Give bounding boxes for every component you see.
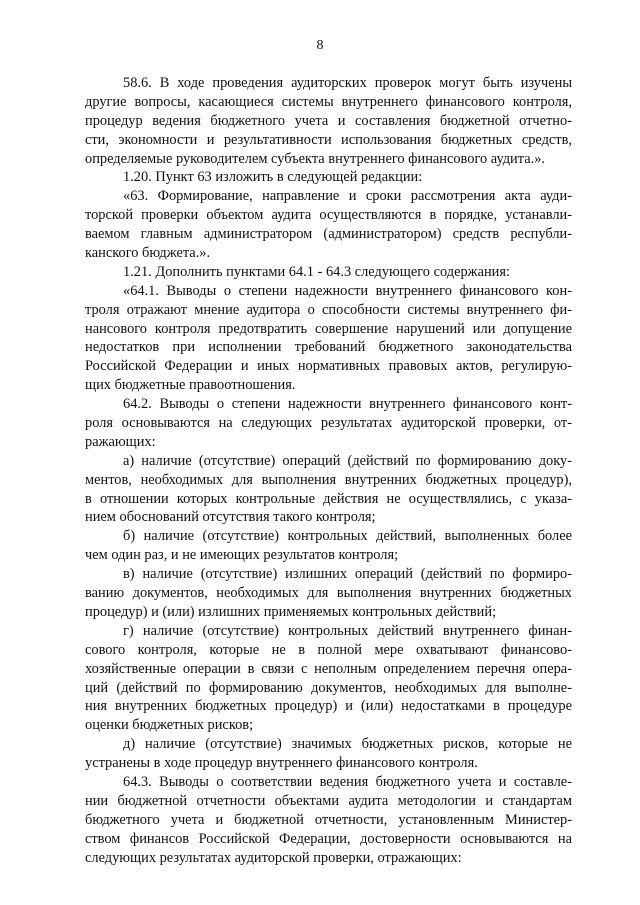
text-line: в) наличие (отсутствие) излишних операций (действий по формиро- — [123, 566, 572, 583]
text-line: ражающих: — [85, 433, 156, 450]
text-line: нии бюджетной отчетности объектами аудита методологии и стандартам — [85, 792, 572, 809]
text-line: роля основываются на следующих результатах аудиторской проверки, от- — [85, 415, 572, 432]
text-line: устранены в ходе процедур внутреннего финансового контроля. — [85, 755, 478, 772]
text-line: б) наличие (отсутствие) контрольных действий, выполненных более — [123, 528, 572, 545]
text-line: следующих результатах аудиторской проверки, отражающих: — [85, 849, 462, 866]
text-line: сти, экономности и результативности использования бюджетных средств, — [85, 131, 572, 148]
text-line: 64.3. Выводы о соответствии ведения бюджетного учета и составле- — [123, 773, 572, 790]
text-line: процедур ведения бюджетного учета и составления бюджетной отчетно- — [85, 112, 572, 129]
text-line: сового контроля, которые не в полной мере охватывают финансово- — [85, 641, 572, 658]
text-line: ния внутренних бюджетных процедур) и (или) недостатками в процедуре — [85, 698, 572, 715]
text-line: процедур) и (или) излишних применяемых контрольных действий; — [85, 603, 497, 620]
text-line: ментов, необходимых для выполнения внутренних бюджетных процедур), — [85, 471, 572, 488]
text-line: а) наличие (отсутствие) операций (действий по формированию доку- — [123, 452, 572, 469]
text-line: ванию документов, необходимых для выполнения внутренних бюджетных — [85, 585, 572, 602]
text-line: хозяйственные операции в связи с неполным определением перечня опера- — [85, 660, 572, 677]
text-line: «64.1. Выводы о степени надежности внутреннего финансового кон- — [123, 282, 572, 299]
text-line: ством финансов Российской Федерации, достоверности основываются на — [85, 830, 572, 847]
text-line: 58.6. В ходе проведения аудиторских проверок могут быть изучены — [123, 75, 572, 91]
text-line: д) наличие (отсутствие) значимых бюджетных рисков, которые не — [123, 736, 572, 753]
text-line: 1.21. Дополнить пунктами 64.1 - 64.3 следующего содержания: — [123, 263, 511, 280]
document-body — [85, 74, 572, 867]
text-line: другие вопросы, касающиеся системы внутреннего финансового контроля, — [85, 93, 572, 110]
text-line: «63. Формирование, направление и сроки рассмотрения акта ауди- — [123, 188, 572, 205]
text-line: ваемом главным администратором (администратором) средств республи- — [85, 226, 572, 243]
text-line: бюджетного учета и бюджетной отчетности, установленным Министер- — [85, 811, 572, 828]
text-line: нансового контроля предотвратить совершение нарушений или допущение — [85, 320, 572, 337]
text-line: определяемые руководителем субъекта внутреннего финансового аудита.». — [85, 150, 545, 167]
text-line: Российской Федерации и иных нормативных правовых актов, регулирую- — [85, 358, 572, 375]
page-number: 8 — [316, 38, 324, 53]
text-line: 64.2. Выводы о степени надежности внутреннего финансового конт- — [123, 396, 572, 413]
text-line: 1.20. Пункт 63 изложить в следующей редакции: — [123, 169, 423, 186]
text-line: в отношении которых контрольные действия не осуществлялись, с указа- — [85, 490, 572, 507]
text-line: троля отражают мнение аудитора о способности системы внутреннего фи- — [85, 301, 572, 318]
text-line: щих бюджетные правоотношения. — [85, 377, 296, 394]
text-line: недостатков при исполнении требований бюджетного законодательства — [85, 339, 572, 356]
text-line: оценки бюджетных рисков; — [85, 717, 254, 734]
text-line: торской проверки объектом аудита осуществляются в порядке, устанавли- — [85, 207, 572, 224]
text-line: нием обоснований отсутствия такого контроля; — [85, 509, 376, 526]
text-line: канского бюджета.». — [85, 245, 211, 262]
text-line: ций (действий по формированию документов, необходимых для выполне- — [85, 679, 572, 696]
text-line: чем один раз, и не имеющих результатов контроля; — [85, 547, 399, 564]
text-line: г) наличие (отсутствие) контрольных действий внутреннего финан- — [123, 622, 572, 639]
